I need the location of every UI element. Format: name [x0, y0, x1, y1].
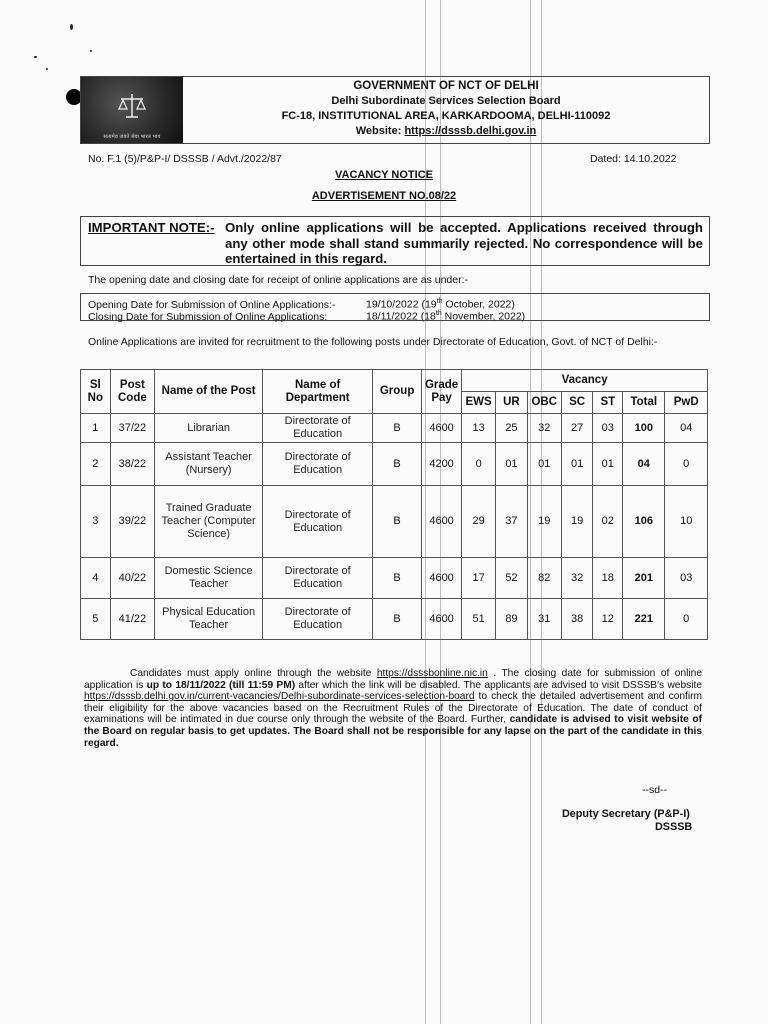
cell-ur: 52 — [496, 558, 528, 599]
important-note-label: IMPORTANT NOTE:- — [88, 220, 215, 235]
cell-group: B — [373, 599, 422, 640]
cell-sc: 01 — [561, 443, 593, 486]
cell-obc: 82 — [527, 558, 561, 599]
table-row — [81, 443, 708, 486]
cell-sl: 3 — [81, 486, 111, 558]
instr-advisory: candidate is advised to visit website of the Board on regular basis to get updates. The Board shall not be responsible for any lapse on the part of the candidate in this regard. — [84, 714, 702, 749]
cell-grade-pay: 4600 — [421, 486, 461, 558]
cell-ews: 0 — [462, 443, 496, 486]
header-vacancy: Vacancy — [462, 370, 708, 392]
cell-grade-pay: 4600 — [421, 599, 461, 640]
cell-obc: 19 — [527, 486, 561, 558]
vacancy-table — [80, 369, 708, 640]
cell-grade-pay: 4600 — [421, 414, 461, 443]
cell-total: 221 — [623, 599, 665, 640]
header-ur: UR — [496, 392, 528, 414]
notice-title: VACANCY NOTICE — [335, 169, 433, 181]
header-st: ST — [593, 392, 623, 414]
header-group: Group — [373, 370, 422, 414]
website-link[interactable]: https://dsssb.delhi.gov.in — [404, 125, 537, 137]
cell-st: 12 — [593, 599, 623, 640]
table-row — [81, 558, 708, 599]
cell-post-name: Domestic Science Teacher — [155, 558, 263, 599]
cell-post-code: 39/22 — [110, 486, 154, 558]
cell-post-code: 37/22 — [110, 414, 154, 443]
table-row — [81, 486, 708, 558]
cell-pwd: 04 — [665, 414, 708, 443]
cell-pwd: 10 — [665, 486, 708, 558]
instr-deadline: up to 18/11/2022 (till 11:59 PM) — [146, 679, 296, 691]
letterhead-text — [183, 79, 709, 139]
cell-obc: 01 — [527, 443, 561, 486]
cell-department: Directorate of Education — [263, 558, 373, 599]
cell-total: 100 — [623, 414, 665, 443]
instructions-paragraph — [84, 668, 702, 749]
cell-sl: 5 — [81, 599, 111, 640]
cell-post-code: 38/22 — [110, 443, 154, 486]
table-row — [81, 599, 708, 640]
cell-ews: 51 — [462, 599, 496, 640]
dsssb-logo — [81, 77, 183, 143]
advertisement-number: ADVERTISEMENT NO.08/22 — [311, 190, 457, 202]
signatory-organization: DSSSB — [655, 821, 693, 833]
cell-post-code: 41/22 — [110, 599, 154, 640]
cell-post-code: 40/22 — [110, 558, 154, 599]
scan-speck — [34, 56, 37, 58]
letterhead — [80, 76, 710, 144]
cell-st: 02 — [593, 486, 623, 558]
header-sl-no: Sl No — [81, 370, 111, 414]
cell-st: 01 — [593, 443, 623, 486]
header-pwd: PwD — [665, 392, 708, 414]
cell-total: 201 — [623, 558, 665, 599]
closing-date-row — [88, 308, 525, 323]
signatory-title: Deputy Secretary (P&P-I) — [562, 808, 690, 820]
cell-post-name: Trained Graduate Teacher (Computer Science) — [155, 486, 263, 558]
cell-post-name: Assistant Teacher (Nursery) — [155, 443, 263, 486]
opening-date-value: 19/10/2022 (19 — [366, 298, 437, 311]
board-address: FC-18, INSTITUTIONAL AREA, KARKARDOOMA, DELHI-110092 — [281, 110, 611, 122]
dates-intro: The opening date and closing date for receipt of online applications are as under:- — [88, 274, 468, 286]
cell-total: 04 — [623, 443, 665, 486]
closing-date-label: Closing Date for Submission of Online Applications: — [88, 310, 328, 323]
scales-emblem-icon — [117, 91, 147, 121]
cell-sl: 4 — [81, 558, 111, 599]
cell-sc: 38 — [561, 599, 593, 640]
cell-group: B — [373, 443, 422, 486]
instr-text-2: . The closing date for submission of online application is — [84, 668, 702, 691]
cell-pwd: 03 — [665, 558, 708, 599]
reference-number: No. F.1 (5)/P&P-I/ DSSSB / Advt./2022/87 — [88, 153, 282, 165]
application-dates-box — [80, 293, 710, 321]
cell-grade-pay: 4600 — [421, 558, 461, 599]
cell-pwd: 0 — [665, 443, 708, 486]
cell-post-name: Physical Education Teacher — [155, 599, 263, 640]
cell-ews: 17 — [462, 558, 496, 599]
cell-sc: 19 — [561, 486, 593, 558]
scan-speck — [90, 50, 92, 52]
closing-date-value: 18/11/2022 (18 — [366, 310, 436, 323]
cell-ur: 01 — [496, 443, 528, 486]
cell-department: Directorate of Education — [263, 599, 373, 640]
instr-text-1: Candidates must apply online through the website — [130, 668, 377, 679]
table-row — [81, 414, 708, 443]
invitation-text: Online Applications are invited for recruitment to the following posts under Directorate of Education, Govt. of NCT of Delhi:- — [88, 336, 658, 348]
cell-obc: 32 — [527, 414, 561, 443]
header-sc: SC — [561, 392, 593, 414]
scan-speck — [70, 24, 73, 30]
header-grade-pay: Grade Pay — [421, 370, 461, 414]
apply-online-link[interactable]: https://dsssbonline.nic.in — [376, 668, 488, 679]
cell-group: B — [373, 486, 422, 558]
cell-group: B — [373, 414, 422, 443]
cell-sl: 1 — [81, 414, 111, 443]
cell-ur: 25 — [496, 414, 528, 443]
cell-pwd: 0 — [665, 599, 708, 640]
instr-text-3: after which the link will be disabled. The applicants are advised to visit DSSSB's website — [295, 679, 702, 691]
cell-ur: 37 — [496, 486, 528, 558]
website-line — [183, 124, 709, 139]
opening-date-label: Opening Date for Submission of Online Applications:- — [88, 298, 336, 311]
issue-date: Dated: 14.10.2022 — [590, 153, 677, 165]
scan-speck — [46, 68, 48, 70]
board-name: Delhi Subordinate Services Selection Board — [331, 95, 561, 107]
cell-obc: 31 — [527, 599, 561, 640]
cell-post-name: Librarian — [155, 414, 263, 443]
closing-date-rest: November, 2022) — [441, 310, 526, 323]
cell-sc: 32 — [561, 558, 593, 599]
cell-grade-pay: 4200 — [421, 443, 461, 486]
header-post-code: Post Code — [110, 370, 154, 414]
cell-sl: 2 — [81, 443, 111, 486]
logo-tagline: सत्यमेव जयते सेवा भारत भाव — [103, 134, 161, 140]
opening-date-suffix: th — [436, 298, 443, 305]
cell-ews: 29 — [462, 486, 496, 558]
cell-ur: 89 — [496, 599, 528, 640]
government-name: GOVERNMENT OF NCT OF DELHI — [353, 80, 539, 92]
opening-date-rest: October, 2022) — [442, 298, 515, 311]
cell-group: B — [373, 558, 422, 599]
vacancies-link[interactable]: https://dsssb.delhi.gov.in/current-vacancies/Delhi-subordinate-services-selection-board — [84, 691, 475, 703]
header-department: Name of Department — [263, 370, 373, 414]
header-ews: EWS — [462, 392, 496, 414]
cell-department: Directorate of Education — [263, 443, 373, 486]
cell-st: 18 — [593, 558, 623, 599]
instr-text-4: to check the detailed advertisement and confirm their eligibility for the above vacancies based on the Recruitment Rules of the Directorate of Education. The date of conduct of examinations will be intimated in due course only through the website of the Board. Further, — [84, 691, 702, 726]
closing-date-suffix: th — [435, 310, 442, 317]
important-note-text: Only online applications will be accepted. Applications received through any other mode shall stand summarily rejected. No correspondence will be entertained in this regard. — [225, 220, 703, 266]
cell-department: Directorate of Education — [263, 414, 373, 443]
cell-department: Directorate of Education — [263, 486, 373, 558]
header-total: Total — [623, 392, 665, 414]
website-label: Website: — [355, 125, 405, 137]
cell-sc: 27 — [561, 414, 593, 443]
cell-st: 03 — [593, 414, 623, 443]
cell-ews: 13 — [462, 414, 496, 443]
header-post-name: Name of the Post — [155, 370, 263, 414]
signature-sd: --sd-- — [642, 784, 668, 796]
cell-total: 106 — [623, 486, 665, 558]
important-note-box — [80, 216, 710, 266]
header-obc: OBC — [527, 392, 561, 414]
